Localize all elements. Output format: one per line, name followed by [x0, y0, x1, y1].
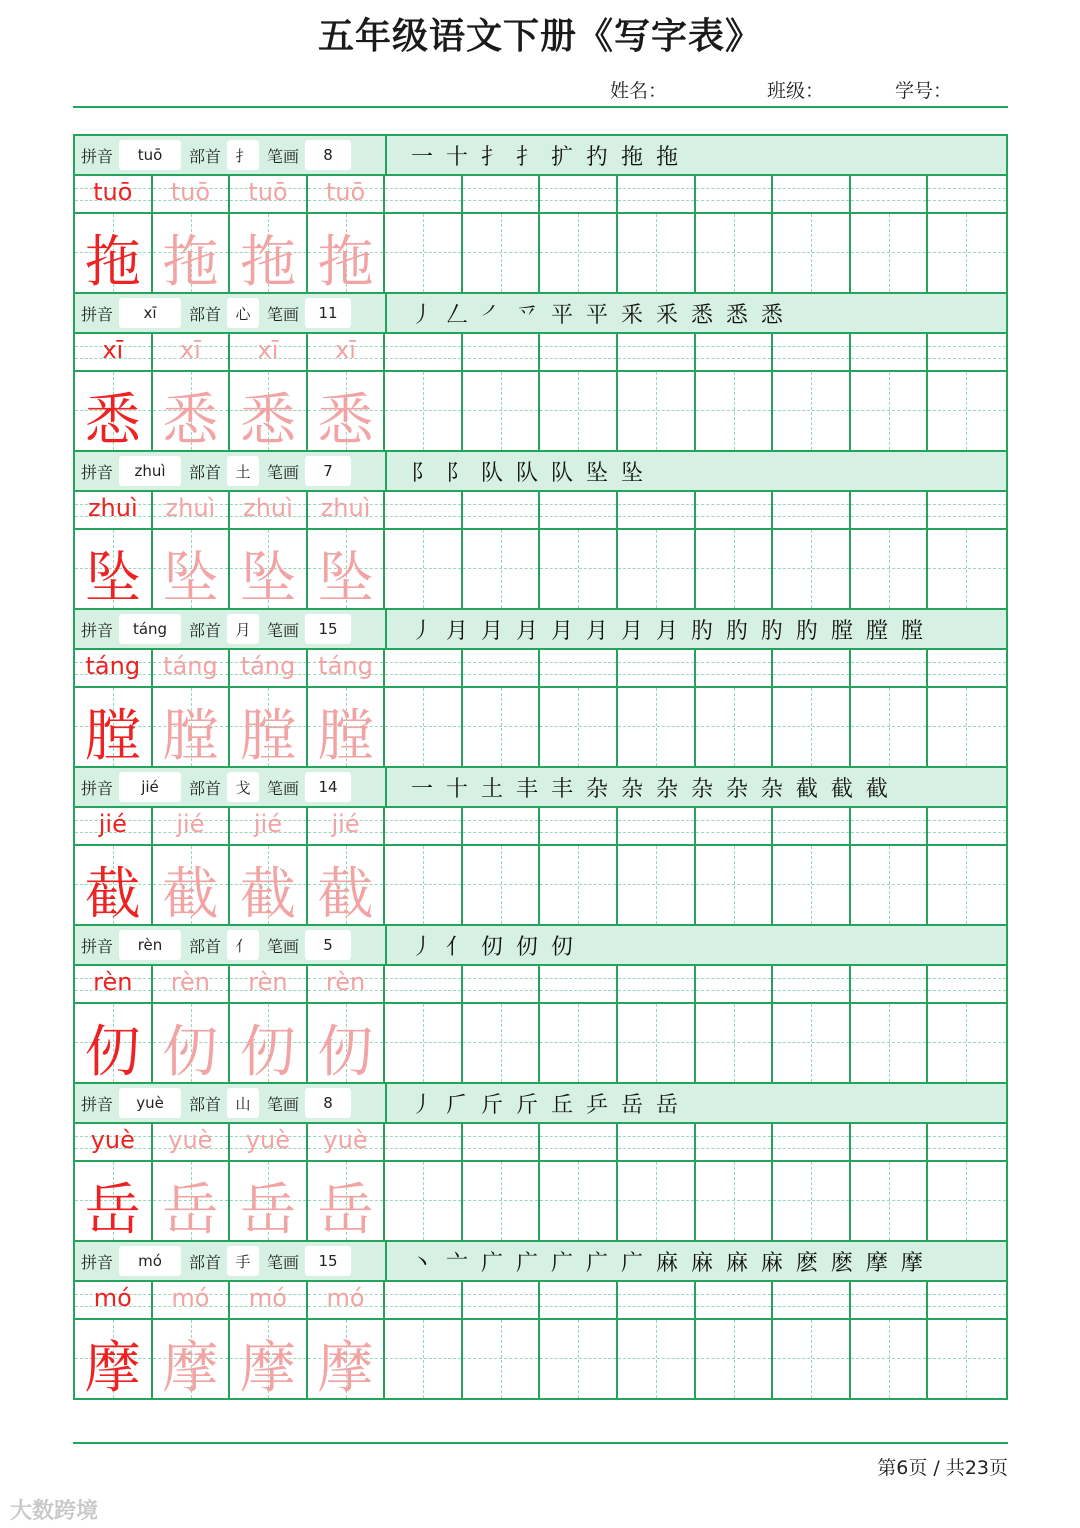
practice-cell [773, 966, 851, 1082]
practice-cell [696, 334, 774, 450]
pinyin-sample: tuō [170, 178, 211, 206]
pinyin-value: tuō [119, 140, 181, 170]
practice-cell [618, 808, 696, 924]
practice-cell [75, 1282, 153, 1401]
char-header [73, 608, 1008, 648]
radical-label: 部首 [189, 462, 222, 482]
practice-cell [385, 492, 463, 608]
radical-label: 部首 [189, 304, 222, 324]
practice-cell [230, 176, 308, 295]
pinyin-sample: mó [171, 1284, 210, 1312]
pinyin-sample: yuè [245, 1126, 291, 1154]
pinyin-value: rèn [119, 930, 181, 960]
practice-cell [153, 966, 231, 1085]
page-number: 第6页 / 共23页 [877, 1457, 1008, 1479]
char-header [73, 134, 1008, 174]
practice-cell [308, 1124, 386, 1243]
practice-cell [153, 808, 231, 927]
char-info [75, 1084, 387, 1122]
strokes-value: 14 [305, 772, 351, 802]
strokes-value: 8 [305, 1088, 351, 1118]
radical-label: 部首 [189, 146, 222, 166]
practice-cell [308, 650, 386, 769]
practice-cell [696, 808, 774, 924]
pinyin-sample: zhuì [243, 494, 293, 522]
pinyin-value: zhuì [119, 456, 181, 486]
pinyin-sample: xī [257, 336, 279, 364]
practice-cell [385, 334, 463, 450]
practice-cell [230, 1124, 308, 1243]
pinyin-value: yuè [119, 1088, 181, 1118]
radical-value: 戈 [227, 772, 259, 802]
character-sample: 岳 [239, 1178, 296, 1243]
practice-cell [308, 808, 386, 927]
practice-cell [618, 492, 696, 608]
character-sample: 仞 [84, 1020, 141, 1085]
pinyin-sample: yuè [90, 1126, 135, 1154]
practice-cell [540, 650, 618, 766]
watermark-logo: 大数跨境 [10, 1499, 99, 1524]
character-sample: 截 [239, 862, 296, 927]
practice-cell [618, 1124, 696, 1240]
practice-cell [928, 808, 1006, 924]
character-sample: 拖 [162, 230, 219, 295]
pinyin-sample: jié [253, 810, 282, 838]
practice-cell [463, 808, 541, 924]
pinyin-label: 拼音 [81, 146, 114, 166]
character-sample: 坠 [239, 546, 296, 611]
pinyin-sample: tuō [93, 178, 133, 206]
practice-cell [928, 966, 1006, 1082]
practice-cell [153, 1282, 231, 1401]
radical-label: 部首 [189, 1252, 222, 1272]
practice-cell [773, 808, 851, 924]
stroke-order: 阝 阝 队 队 队 坠 坠 [387, 452, 1006, 490]
radical-value: 亻 [227, 930, 259, 960]
practice-grid [73, 806, 1008, 927]
practice-cell [308, 1282, 386, 1401]
character-sample: 摩 [239, 1336, 296, 1401]
character-sample: 截 [84, 862, 141, 927]
pinyin-sample: xī [102, 336, 124, 364]
practice-cell [618, 176, 696, 292]
practice-cell [308, 492, 386, 611]
practice-cell [773, 492, 851, 608]
radical-label: 部首 [189, 620, 222, 640]
practice-cell [696, 492, 774, 608]
pinyin-label: 拼音 [81, 778, 114, 798]
practice-cell [540, 1124, 618, 1240]
practice-cell [153, 334, 231, 453]
strokes-label: 笔画 [267, 304, 300, 324]
pinyin-sample: mó [93, 1284, 132, 1312]
pinyin-sample: rèn [170, 968, 211, 996]
practice-cell [540, 334, 618, 450]
practice-cell [385, 1282, 463, 1398]
student-id-label: 学号： [895, 80, 953, 102]
character-sample: 摩 [162, 1336, 219, 1401]
practice-cell [851, 492, 929, 608]
character-sample: 坠 [317, 546, 374, 611]
practice-grid [73, 490, 1008, 611]
practice-cell [851, 1282, 929, 1398]
pinyin-sample: rèn [325, 968, 366, 996]
character-sample: 坠 [162, 546, 219, 611]
practice-cell [851, 650, 929, 766]
character-sample: 截 [317, 862, 374, 927]
practice-grid [73, 1122, 1008, 1243]
char-header [73, 1082, 1008, 1122]
radical-value: 土 [227, 456, 259, 486]
char-header [73, 924, 1008, 964]
pinyin-sample: xī [179, 336, 201, 364]
practice-cell [308, 334, 386, 453]
practice-cell [928, 176, 1006, 292]
practice-cell [696, 176, 774, 292]
strokes-label: 笔画 [267, 936, 300, 956]
practice-cell [230, 1282, 308, 1401]
radical-label: 部首 [189, 1094, 222, 1114]
practice-cell [773, 176, 851, 292]
practice-cell [696, 1282, 774, 1398]
character-sample: 仞 [162, 1020, 219, 1085]
stroke-order: 丿 𠂆 斤 斤 丘 乒 岳 岳 [387, 1084, 1006, 1122]
practice-cell [928, 1282, 1006, 1398]
char-info [75, 926, 387, 964]
practice-cell [75, 650, 153, 769]
character-sample: 膛 [317, 704, 374, 769]
pinyin-label: 拼音 [81, 462, 114, 482]
practice-cell [308, 966, 386, 1085]
character-sample: 膛 [84, 704, 141, 769]
radical-value: 心 [227, 298, 259, 328]
char-header [73, 450, 1008, 490]
strokes-value: 15 [305, 614, 351, 644]
char-header [73, 1240, 1008, 1280]
practice-cell [773, 650, 851, 766]
character-sample: 悉 [239, 388, 296, 453]
strokes-label: 笔画 [267, 1094, 300, 1114]
character-sample: 拖 [317, 230, 374, 295]
practice-cell [463, 966, 541, 1082]
practice-cell [696, 966, 774, 1082]
practice-cell [385, 176, 463, 292]
character-sample: 摩 [84, 1336, 141, 1401]
pinyin-sample: xī [335, 336, 356, 364]
pinyin-value: táng [119, 614, 181, 644]
footer-divider [73, 1442, 1008, 1444]
practice-cell [230, 650, 308, 769]
practice-cell [385, 1124, 463, 1240]
character-sample: 摩 [317, 1336, 374, 1401]
practice-cell [153, 1124, 231, 1243]
practice-cell [230, 492, 308, 611]
practice-cell [851, 334, 929, 450]
practice-cell [696, 1124, 774, 1240]
practice-cell [463, 334, 541, 450]
practice-cell [385, 808, 463, 924]
pinyin-label: 拼音 [81, 304, 114, 324]
char-info [75, 452, 387, 490]
practice-cell [773, 1282, 851, 1398]
pinyin-label: 拼音 [81, 1094, 114, 1114]
stroke-order: 丿 𠃋 ㇒ 乊 平 平 釆 釆 悉 悉 悉 [387, 294, 1006, 332]
writing-sheet [73, 134, 1008, 1400]
character-sample: 拖 [84, 230, 141, 295]
char-info [75, 610, 387, 648]
practice-cell [928, 650, 1006, 766]
practice-cell [75, 808, 153, 927]
pinyin-sample: zhuì [87, 494, 138, 522]
practice-cell [153, 650, 231, 769]
practice-cell [153, 492, 231, 611]
pinyin-sample: tuō [325, 178, 366, 206]
pinyin-sample: mó [326, 1284, 365, 1312]
practice-cell [773, 334, 851, 450]
practice-cell [463, 1282, 541, 1398]
character-sample: 仞 [239, 1020, 296, 1085]
practice-cell [696, 650, 774, 766]
char-info [75, 768, 387, 806]
strokes-label: 笔画 [267, 1252, 300, 1272]
practice-cell [385, 966, 463, 1082]
radical-value: 扌 [227, 140, 259, 170]
practice-grid [73, 648, 1008, 769]
practice-cell [618, 966, 696, 1082]
stroke-order: 一 十 土 丰 丰 杂 杂 杂 杂 杂 杂 截 截 截 [387, 768, 1006, 806]
pinyin-sample: zhuì [165, 494, 216, 522]
strokes-value: 8 [305, 140, 351, 170]
pinyin-value: mó [119, 1246, 181, 1276]
radical-value: 山 [227, 1088, 259, 1118]
practice-cell [385, 650, 463, 766]
character-sample: 岳 [317, 1178, 374, 1243]
pinyin-sample: jié [176, 810, 205, 838]
character-sample: 截 [162, 862, 219, 927]
character-sample: 拖 [239, 230, 296, 295]
practice-cell [463, 650, 541, 766]
practice-cell [540, 808, 618, 924]
pinyin-label: 拼音 [81, 936, 114, 956]
strokes-value: 11 [305, 298, 351, 328]
character-sample: 悉 [84, 388, 141, 453]
practice-cell [153, 176, 231, 295]
pinyin-label: 拼音 [81, 1252, 114, 1272]
practice-cell [463, 176, 541, 292]
pinyin-sample: mó [248, 1284, 287, 1312]
pinyin-value: jié [119, 772, 181, 802]
practice-cell [851, 966, 929, 1082]
character-sample: 悉 [317, 388, 374, 453]
practice-cell [851, 176, 929, 292]
header-divider [73, 106, 1008, 108]
practice-cell [540, 176, 618, 292]
pinyin-sample: yuè [168, 1126, 213, 1154]
practice-cell [230, 808, 308, 927]
pinyin-sample: táng [163, 652, 218, 680]
pinyin-sample: rèn [93, 968, 133, 996]
pinyin-sample: yuè [323, 1126, 368, 1154]
pinyin-sample: tuō [248, 178, 288, 206]
practice-cell [851, 1124, 929, 1240]
practice-cell [618, 1282, 696, 1398]
practice-cell [928, 492, 1006, 608]
practice-grid [73, 332, 1008, 453]
char-header [73, 766, 1008, 806]
practice-cell [463, 1124, 541, 1240]
strokes-label: 笔画 [267, 146, 300, 166]
practice-cell [75, 1124, 153, 1243]
radical-value: 月 [227, 614, 259, 644]
strokes-value: 7 [305, 456, 351, 486]
strokes-label: 笔画 [267, 462, 300, 482]
character-sample: 悉 [162, 388, 219, 453]
practice-cell [75, 176, 153, 295]
practice-cell [540, 492, 618, 608]
strokes-label: 笔画 [267, 778, 300, 798]
character-sample: 坠 [84, 546, 141, 611]
stroke-order: 丿 亻 仞 仞 仞 [387, 926, 1006, 964]
pinyin-sample: táng [85, 652, 141, 680]
stroke-order: 丿 月 月 月 月 月 月 月 肑 肑 肑 肑 膛 膛 膛 [387, 610, 1006, 648]
character-sample: 膛 [162, 704, 219, 769]
char-info [75, 1242, 387, 1280]
practice-cell [540, 1282, 618, 1398]
pinyin-sample: táng [240, 652, 296, 680]
practice-cell [928, 334, 1006, 450]
practice-cell [75, 966, 153, 1085]
character-sample: 膛 [239, 704, 296, 769]
pinyin-label: 拼音 [81, 620, 114, 640]
strokes-label: 笔画 [267, 620, 300, 640]
class-label: 班级： [767, 80, 825, 102]
practice-grid [73, 964, 1008, 1085]
char-info [75, 136, 387, 174]
pinyin-sample: táng [318, 652, 373, 680]
pinyin-sample: jié [98, 810, 127, 838]
radical-label: 部首 [189, 778, 222, 798]
practice-cell [230, 966, 308, 1085]
strokes-value: 5 [305, 930, 351, 960]
pinyin-sample: jié [331, 810, 360, 838]
practice-cell [463, 492, 541, 608]
practice-grid [73, 1280, 1008, 1401]
practice-cell [928, 1124, 1006, 1240]
practice-cell [75, 492, 153, 611]
practice-grid [73, 174, 1008, 295]
char-info [75, 294, 387, 332]
practice-cell [230, 334, 308, 453]
character-sample: 岳 [162, 1178, 219, 1243]
practice-cell [618, 650, 696, 766]
pinyin-sample: zhuì [320, 494, 371, 522]
pinyin-value: xī [119, 298, 181, 328]
char-header [73, 292, 1008, 332]
practice-cell [851, 808, 929, 924]
practice-cell [75, 334, 153, 453]
stroke-order: 丶 亠 广 广 广 广 广 麻 麻 麻 麻 麽 麽 摩 摩 [387, 1242, 1006, 1280]
practice-cell [618, 334, 696, 450]
radical-value: 手 [227, 1246, 259, 1276]
practice-cell [773, 1124, 851, 1240]
radical-label: 部首 [189, 936, 222, 956]
stroke-order: 一 十 扌 扌 扩 扚 拖 拖 [387, 136, 1006, 174]
page-title: 五年级语文下册《写字表》 [317, 16, 762, 57]
practice-cell [540, 966, 618, 1082]
strokes-value: 15 [305, 1246, 351, 1276]
practice-cell [308, 176, 386, 295]
character-sample: 仞 [317, 1020, 374, 1085]
character-sample: 岳 [84, 1178, 141, 1243]
name-label: 姓名： [610, 80, 668, 102]
pinyin-sample: rèn [248, 968, 288, 996]
